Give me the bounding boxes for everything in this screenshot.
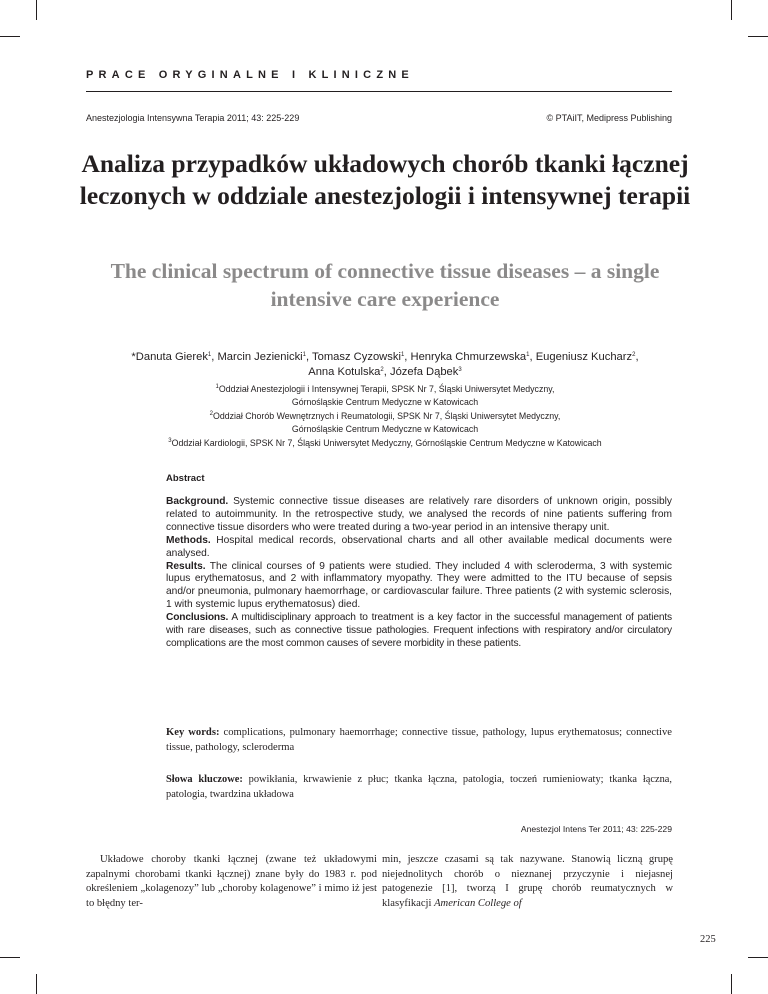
keywords-label: Key words:	[166, 727, 220, 738]
keywords-english	[166, 725, 672, 755]
body-text: min, jeszcze czasami są tak nazywane. Stanowią liczną grupę niejednolitych chorób o nieznanej przyczynie i niejasnej patogenezie [1], tworzą I grupę chorób reumatycznych w klasyfikacji	[382, 854, 673, 909]
title-polish: Analiza przypadków układowych chorób tkanki łącznej leczonych w oddziale anestezjologii i intensywnej terapii	[79, 149, 691, 210]
crop-mark	[748, 957, 768, 958]
body-column-left: Układowe choroby tkanki łącznej (zwane też układowymi zapalnymi chorobami tkanki łącznej) znane były do 1983 r. pod określeniem „kolagenozy” lub „choroby kolagenowe” i mimo iż jest to błędny ter-	[86, 854, 377, 909]
abstract-body	[166, 496, 672, 651]
abstract-heading: Abstract	[166, 473, 205, 484]
abstract-text: The clinical courses of 9 patients were studied. They included 4 with scleroderma, 3 with systemic lupus erythematosus, and 2 with inflammatory myopathy. They were admitted to the ITU because of sepsis and/or pneumonia, pulmonary haemorrhage, or cardiovascular failure. Three patients (2 with systemic sclerosis, 1 with systemic lupus erythematosus) died.	[166, 560, 672, 611]
abstract-background	[166, 496, 672, 535]
keywords-polish	[166, 772, 672, 802]
journal-reference: Anestezjologia Intensywna Terapia 2011; 43: 225-229	[86, 113, 300, 123]
abstract-label: Conclusions.	[166, 612, 229, 624]
abstract-conclusions	[166, 612, 672, 651]
author-name: Anna Kotulska	[308, 366, 381, 378]
crop-mark	[0, 36, 20, 37]
crop-mark	[36, 974, 37, 994]
affiliation-item: Górnośląskie Centrum Medyczne w Katowicach	[291, 397, 479, 408]
affiliation-marker: 1	[207, 352, 212, 358]
crop-mark	[731, 974, 732, 994]
crop-mark	[731, 0, 732, 20]
body-column-right	[382, 853, 673, 911]
author-name: *Danuta Gierek	[131, 351, 208, 363]
abstract-results	[166, 561, 672, 613]
abstract-label: Methods.	[166, 534, 211, 546]
affiliation-text: Oddział Anestezjologii i Intensywnej Terapii, SPSK Nr 7, Śląski Uniwersytet Medyczny,	[218, 384, 555, 394]
affiliation-number: 2	[209, 410, 214, 417]
crop-mark	[0, 957, 20, 958]
title-english: The clinical spectrum of connective tissue diseases – a single intensive care experience	[110, 259, 660, 311]
author-name: Tomasz Cyzowski	[312, 351, 401, 363]
body-italic-text: American College of	[434, 897, 522, 909]
abstract-text: Hospital medical records, observational charts and all other available medical documents were analysed.	[166, 534, 672, 559]
affiliation-marker: 2	[380, 367, 384, 373]
affiliation-marker: 1	[302, 352, 307, 358]
header-rule	[86, 91, 672, 92]
affiliation-list	[60, 383, 710, 450]
keywords-text: complications, pulmonary haemorrhage; connective tissue, pathology, lupus erythematosus; connective tissue, pathology, scleroderma	[166, 727, 672, 753]
affiliation-marker: 2	[632, 352, 636, 358]
crop-mark	[748, 36, 768, 37]
abstract-text: A multidisciplinary approach to treatment is a key factor in the successful management of patients with rare diseases, such as connective tissue pathologies. Frequent infections with respiratory and/or circulatory complications are the most common causes of severe morbidity in these patients.	[166, 612, 672, 649]
affiliation-text: Oddział Kardiologii, SPSK Nr 7, Śląski Uniwersytet Medyczny, Górnośląskie Centrum Medyczne w Katowicach	[171, 437, 602, 448]
abstract-methods	[166, 535, 672, 561]
abstract-label: Background.	[166, 496, 229, 507]
affiliation-text: Oddział Chorób Wewnętrznych i Reumatologii, SPSK Nr 7, Śląski Uniwersytet Medyczny,	[213, 410, 561, 421]
author-name: Eugeniusz Kucharz	[535, 351, 633, 363]
affiliation-item: Górnośląskie Centrum Medyczne w Katowicach	[291, 424, 479, 435]
keywords-text: powikłania, krwawienie z płuc; tkanka łączna, patologia, toczeń rumieniowaty; tkanka łączna, patologia, twardzina układowa	[166, 774, 672, 800]
abstract-label: Results.	[166, 560, 206, 572]
page-number: 225	[700, 934, 716, 945]
affiliation-item	[60, 437, 710, 450]
affiliation-number: 3	[168, 437, 172, 444]
author-name: Marcin Jezienicki	[217, 351, 303, 363]
keywords-label: Słowa kluczowe:	[166, 774, 243, 785]
author-list: *Danuta Gierek$^1$, Marcin Jezienicki$^1$, Tomasz Cyzowski$^1$, Henryka Chmurzewska$^1$, Eugeniusz Kucharz$^2$, Anna Kotulska$^2$, Józefa Dąbek$^3$	[131, 351, 639, 378]
citation: Anestezjol Intens Ter 2011; 43: 225-229	[520, 824, 672, 834]
affiliation-item	[60, 410, 710, 423]
author-name: Józefa Dąbek	[389, 366, 459, 378]
affiliation-marker: 1	[526, 352, 530, 358]
affiliation-number: 1	[215, 384, 219, 390]
publisher-notice: © PTAiIT, Medipress Publishing	[546, 113, 672, 123]
author-name: Henryka Chmurzewska	[410, 351, 527, 363]
affiliation-marker: 3	[458, 367, 462, 373]
affiliation-item	[60, 383, 710, 396]
affiliation-marker: 1	[400, 352, 405, 358]
crop-mark	[36, 0, 37, 20]
section-label: PRACE ORYGINALNE I KLINICZNE	[86, 69, 414, 81]
abstract-text: Systemic connective tissue diseases are relatively rare disorders of unknown origin, possibly related to autoimmunity. In the retrospective study, we analysed the records of nine patients suffering from connective tissue disorders who were treated during a two-year period in an intensive therapy unit.	[166, 496, 672, 533]
